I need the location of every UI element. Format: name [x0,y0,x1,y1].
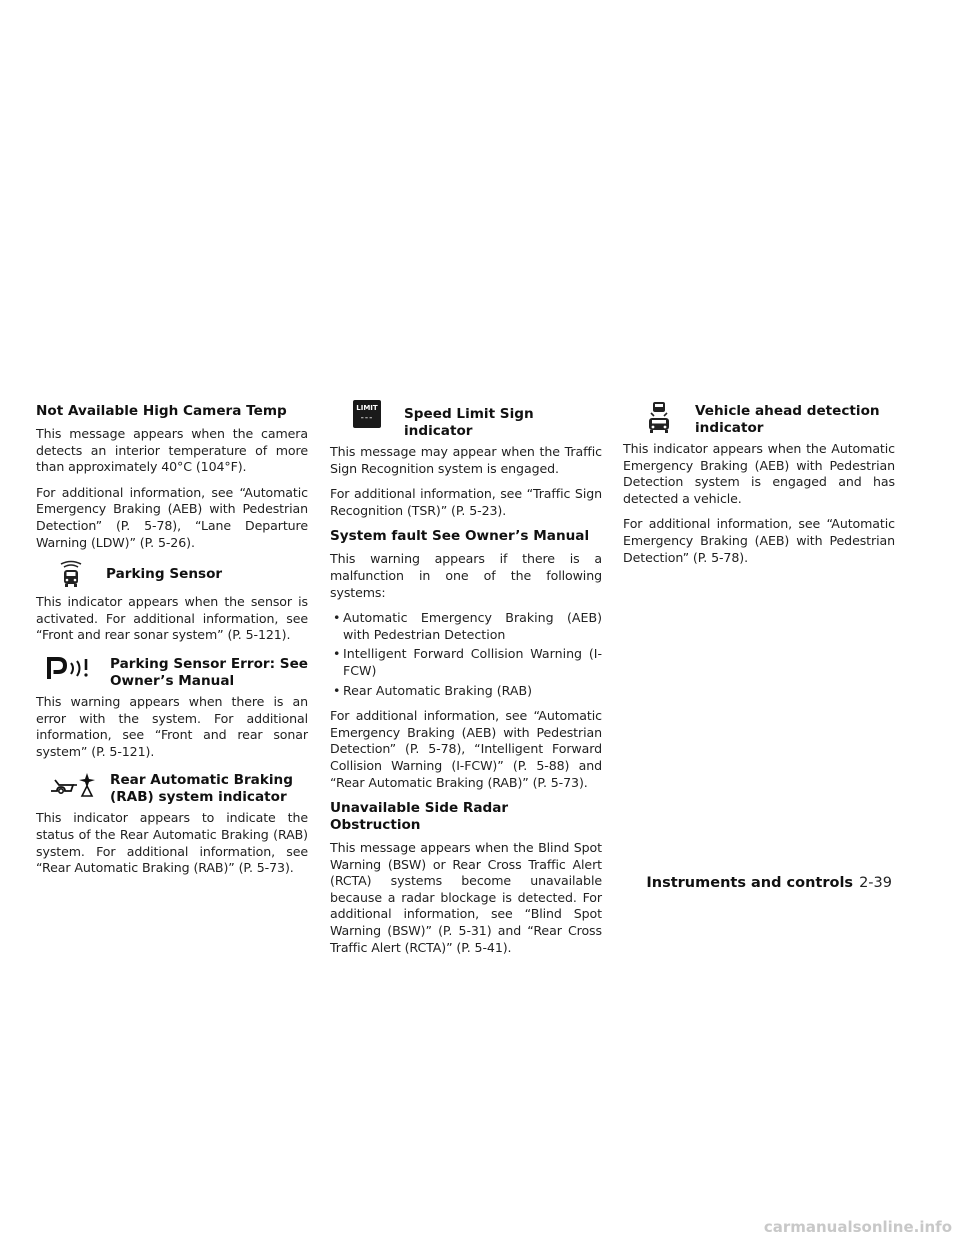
paragraph: This warning appears if there is a malfunction in one of the following systems: [330,551,602,600]
icon-heading-speed-limit [330,400,602,440]
icon-heading-rab [36,769,308,806]
heading-high-camera-temp: Not Available High Camera Temp [36,403,287,419]
heading-rab [110,769,293,806]
heading-side-radar: Unavailable Side Radar Obstruction [330,800,509,834]
paragraph: This warning appears when there is an error with the system. For additional information, see “Front and rear sonar system” (P. 5-121). [36,693,308,759]
paragraph: This message appears when the camera detects an interior temperature of more than approximately 40°C (104°F). [36,426,308,475]
paragraph: This indicator appears to indicate the status of the Rear Automatic Braking (RAB) system. For additional information, see “Rear Automatic Braking (RAB)” (P. 5-73). [36,810,308,876]
icon-heading-vehicle-ahead [623,400,895,437]
rear-automatic-braking-icon [36,769,110,797]
paragraph: For additional information, see “Automatic Emergency Braking (AEB) with Pedestrian Detection” (P. 5-78). [623,516,895,565]
list-item [330,646,602,679]
page-number: 2-39 [859,875,892,891]
heading-line: Vehicle ahead detection [695,403,880,419]
paragraph: This message may appear when the Traffic Sign Recognition system is engaged. [330,444,602,476]
list-item-text: Automatic Emergency Braking (AEB) with Pedestrian Detection [343,610,602,642]
heading-line: (RAB) system indicator [110,789,287,806]
list-item [330,683,602,700]
icon-heading-parking-sensor [36,560,308,590]
list-item-text: Intelligent Forward Collision Warning (I-FCW) [343,646,602,678]
paragraph: For additional information, see “Automatic Emergency Braking (AEB) with Pedestrian Detection” (P. 5-78), “Lane Departure Warning (LDW)” (P. 5-26). [36,484,308,550]
parking-sensor-icon [36,560,106,590]
paragraph: For additional information, see “Traffic Sign Recognition (TSR)” (P. 5-23). [330,486,602,518]
paragraph: This message appears when the Blind Spot Warning (BSW) or Rear Cross Traffic Alert (RCTA) systems become unavailable because a radar blockage is detected. For additional information, see “Blind Spot Warning (BSW)” (P. 5-31) and “Rear Cross Traffic Alert (RCTA)” (P. 5-41). [330,840,602,955]
icon-heading-parking-sensor-error [36,653,308,690]
paragraph: For additional information, see “Automatic Emergency Braking (AEB) with Pedestrian Detection” (P. 5-78), “Intelligent Forward Collision Warning (I-FCW)” (P. 5-88) and “Rear Automatic Braking (RAB)” (P. 5-73). [330,708,602,790]
limit-text: LIMIT [356,404,378,412]
limit-dashes: --- [360,413,374,423]
speed-limit-sign-icon [330,400,404,428]
bullet: • [333,682,341,698]
list-item [330,610,602,643]
vehicle-ahead-icon [623,400,695,434]
watermark: carmanualsonline.info [763,1218,952,1236]
heading-parking-sensor: Parking Sensor [106,566,223,583]
footer-section-title: Instruments and controls [646,875,854,891]
column-1 [36,403,308,886]
heading-line: Rear Automatic Braking [110,772,293,789]
column-2 [330,400,602,965]
heading-parking-sensor-error [110,653,308,690]
paragraph: This indicator appears when the sensor is activated. For additional information, see “Front and rear sonar system” (P. 5-121). [36,594,308,643]
heading-line: indicator [695,420,764,436]
heading-speed-limit: Speed Limit Sign indicator [404,406,534,439]
heading-line: Owner’s Manual [110,672,235,689]
heading-line: Parking Sensor Error: See [110,655,309,672]
heading-system-fault: System fault See Owner’s Manual [330,528,590,545]
paragraph: This indicator appears when the Automatic Emergency Braking (AEB) with Pedestrian Detection system is engaged and has detected a vehicle. [623,441,895,506]
list-item-text: Rear Automatic Braking (RAB) [343,682,533,698]
system-list [330,610,602,699]
bullet: • [333,610,341,626]
heading-vehicle-ahead [695,400,880,437]
column-3 [623,400,895,575]
page-footer [646,875,892,891]
bullet: • [333,646,341,662]
parking-sensor-error-icon [36,653,110,681]
